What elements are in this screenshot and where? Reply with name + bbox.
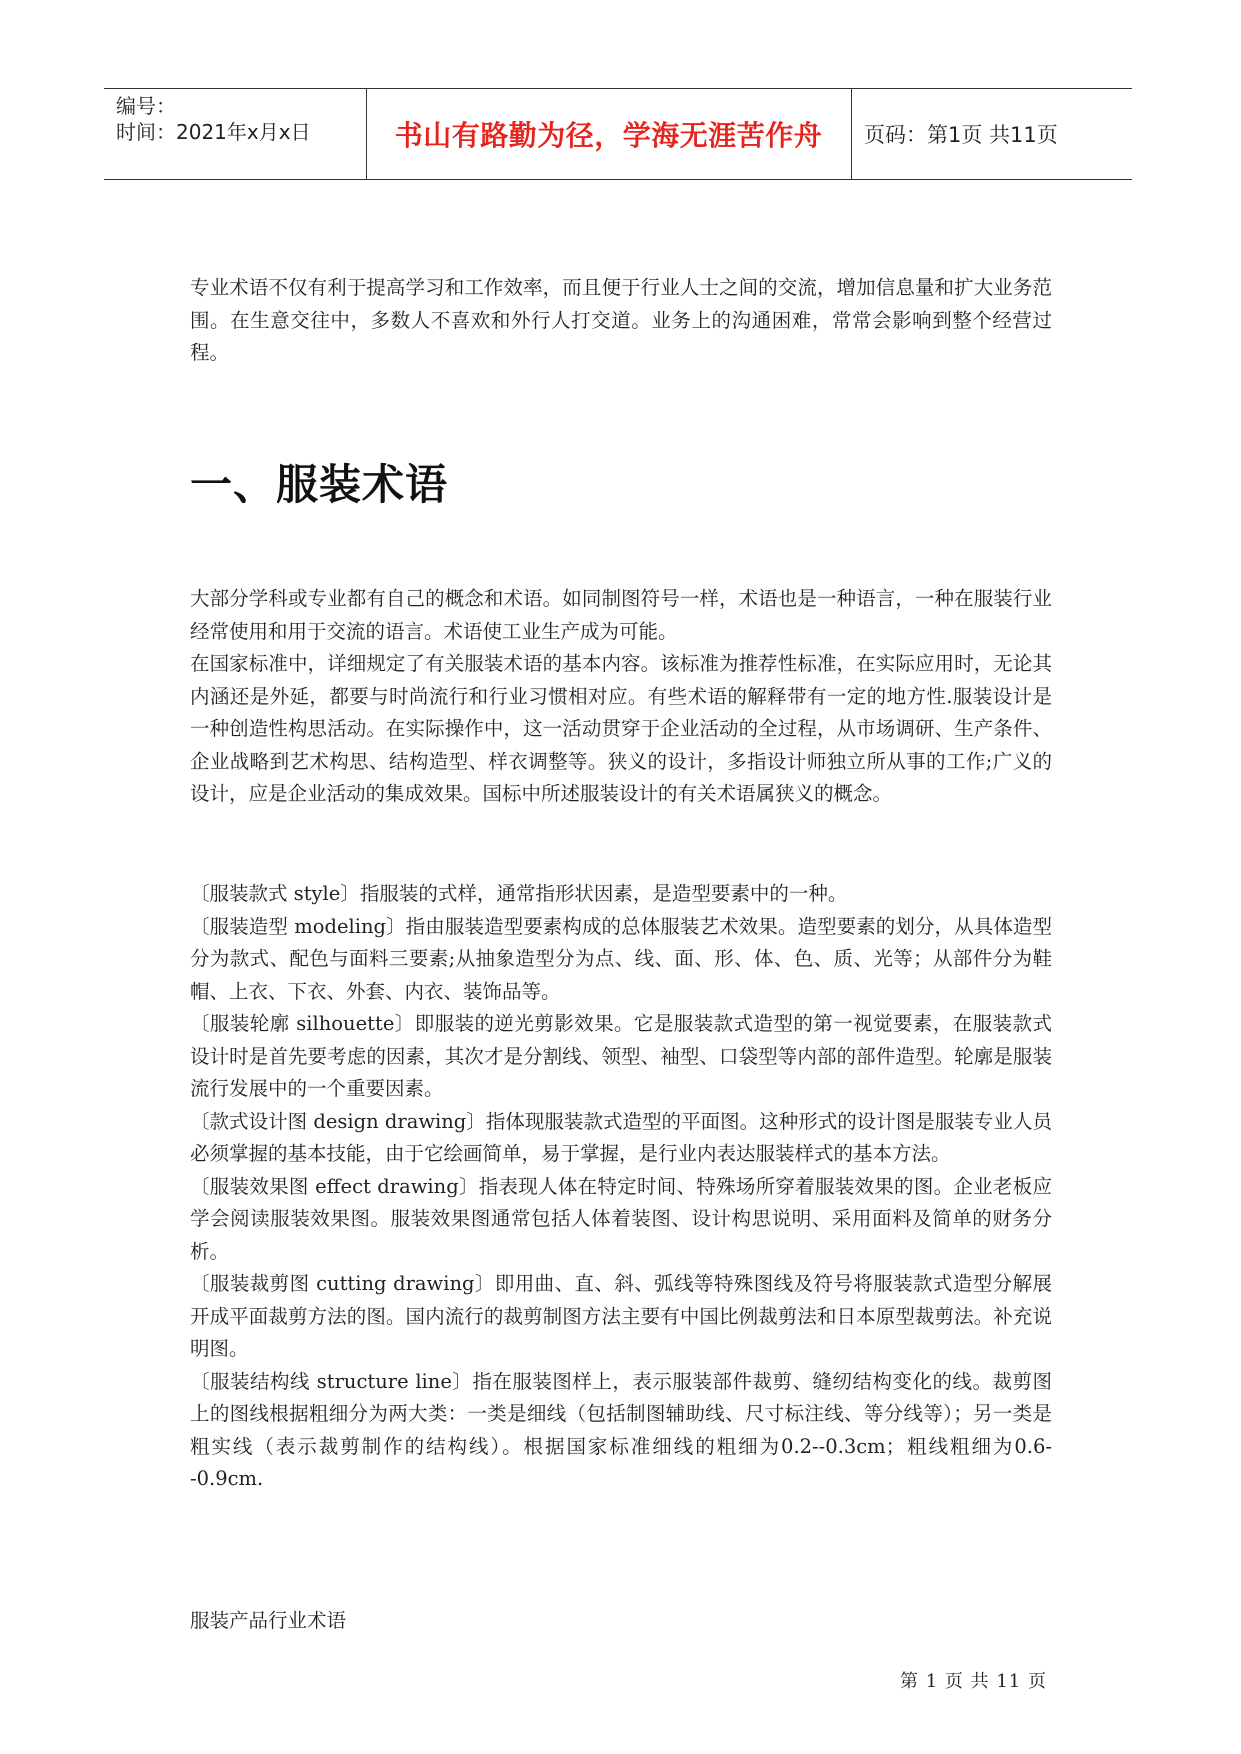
term-definition: 〔服装轮廓 silhouette〕即服装的逆光剪影效果。它是服装款式造型的第一视觉要素，在服装款式设计时是首先要考虑的因素，其次才是分割线、领型、袖型、口袋型等内部的部件造型。轮廓是服装流行发展中的一个重要因素。 bbox=[190, 1012, 1052, 1100]
subheading: 服装产品行业术语 bbox=[190, 1609, 347, 1632]
document-time-label: 时间：2021年x月x日 bbox=[116, 120, 311, 144]
term-definition: 〔服装造型 modeling〕指由服装造型要素构成的总体服装艺术效果。造型要素的划分，从具体造型分为款式、配色与面料三要素;从抽象造型分为点、线、面、形、体、色、质、光等；从部件分为鞋帽、上衣、下衣、外套、内衣、装饰品等。 bbox=[190, 914, 1052, 1003]
term-definition: 〔款式设计图 design drawing〕指体现服装款式造型的平面图。这种形式的设计图是服装专业人员必须掌握的基本技能，由于它绘画简单，易于掌握，是行业内表达服装样式的基本方法。 bbox=[190, 1109, 1052, 1165]
page-header bbox=[104, 88, 1132, 180]
header-info bbox=[116, 93, 311, 145]
body-paragraphs bbox=[190, 583, 1052, 811]
document-number-label: 编号： bbox=[116, 94, 176, 118]
body-paragraph: 大部分学科或专业都有自己的概念和术语。如同制图符号一样，术语也是一种语言，一种在服装行业经常使用和用于交流的语言。术语使工业生产成为可能。 bbox=[190, 587, 1052, 643]
term-definitions bbox=[190, 878, 1052, 1496]
term-definition: 〔服装效果图 effect drawing〕指表现人体在特定时间、特殊场所穿着服装效果的图。企业老板应学会阅读服装效果图。服装效果图通常包括人体着装图、设计构思说明、采用面料及简单的财务分析。 bbox=[190, 1174, 1052, 1263]
header-motto: 书山有路勤为径，学海无涯苦作舟 bbox=[394, 119, 823, 152]
page-footer: 第 1 页 共 11 页 bbox=[900, 1671, 1047, 1692]
section-title: 一、服装术语 bbox=[190, 460, 449, 509]
body-paragraph: 在国家标准中，详细规定了有关服装术语的基本内容。该标准为推荐性标准，在实际应用时，无论其内涵还是外延，都要与时尚流行和行业习惯相对应。有些术语的解释带有一定的地方性.服装设计是一种创造性构思活动。在实际操作中，这一活动贯穿于企业活动的全过程，从市场调研、生产条件、企业战略到艺术构思、结构造型、样衣调整等。狭义的设计，多指设计师独立所从事的工作;广义的设计，应是企业活动的集成效果。国标中所述服装设计的有关术语属狭义的概念。 bbox=[190, 652, 1052, 805]
header-divider bbox=[851, 89, 852, 179]
intro-paragraph-block bbox=[190, 272, 1052, 370]
term-definition: 〔服装结构线 structure line〕指在服装图样上，表示服装部件裁剪、缝纫结构变化的线。裁剪图上的图线根据粗细分为两大类：一类是细线（包括制图辅助线、尺寸标注线、等分线等）；另一类是粗实线（表示裁剪制作的结构线）。根据国家标准细线的粗细为0.2--0.3cm；粗线粗细为0.6--0.9cm. bbox=[190, 1369, 1052, 1490]
header-page-number: 页码：第1页 共11页 bbox=[864, 123, 1058, 147]
term-definition: 〔服装裁剪图 cutting drawing〕即用曲、直、斜、弧线等特殊图线及符号将服装款式造型分解展开成平面裁剪方法的图。国内流行的裁剪制图方法主要有中国比例裁剪法和日本原型裁剪法。补充说明图。 bbox=[190, 1272, 1052, 1360]
term-definition: 〔服装款式 style〕指服装的式样，通常指形状因素，是造型要素中的一种。 bbox=[190, 882, 848, 905]
intro-paragraph: 专业术语不仅有利于提高学习和工作效率，而且便于行业人士之间的交流，增加信息量和扩大业务范围。在生意交往中，多数人不喜欢和外行人打交道。业务上的沟通困难，常常会影响到整个经营过程。 bbox=[190, 276, 1052, 364]
